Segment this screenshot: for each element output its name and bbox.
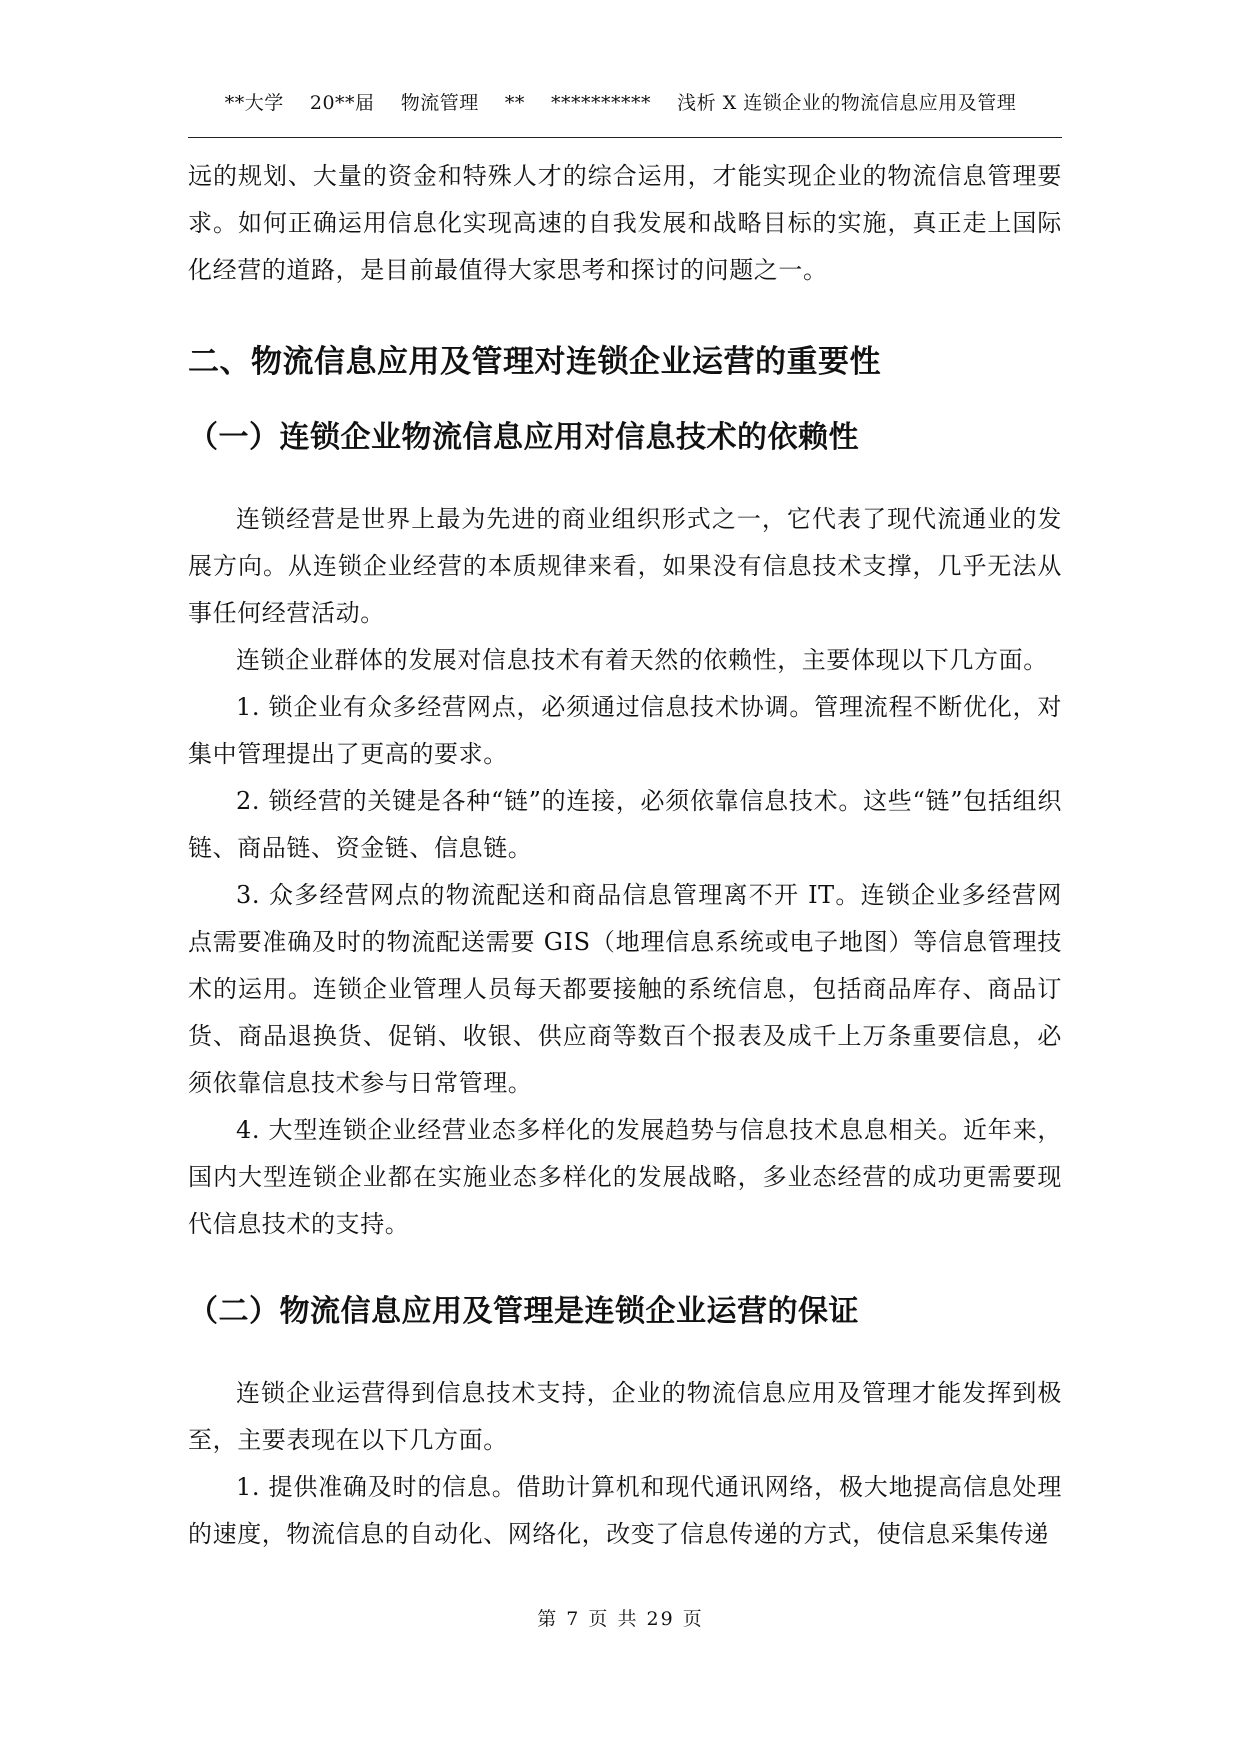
paragraph: 连锁经营是世界上最为先进的商业组织形式之一，它代表了现代流通业的发展方向。从连锁企业经营的本质规律来看，如果没有信息技术支撑，几乎无法从事任何经营活动。 <box>188 505 1062 627</box>
list-item: 1. 锁企业有众多经营网点，必须通过信息技术协调。管理流程不断优化，对集中管理提出了更高的要求。 <box>188 693 1062 768</box>
paragraph-continuation: 远的规划、大量的资金和特殊人才的综合运用，才能实现企业的物流信息管理要求。如何正确运用信息化实现高速的自我发展和战略目标的实施，真正走上国际化经营的道路，是目前最值得大家思考和探讨的问题之一。 <box>188 162 1062 284</box>
running-header: **大学 20**届 物流管理 ** ********** 浅析 X 连锁企业的物流信息应用及管理 <box>224 92 1017 114</box>
list-item: 4. 大型连锁企业经营业态多样化的发展趋势与信息技术息息相关。近年来，国内大型连锁企业都在实施业态多样化的发展战略，多业态经营的成功更需要现代信息技术的支持。 <box>188 1116 1062 1238</box>
list-item: 1. 提供准确及时的信息。借助计算机和现代通讯网络，极大地提高信息处理的速度，物流信息的自动化、网络化，改变了信息传递的方式，使信息采集传递 <box>188 1473 1062 1548</box>
list-item: 2. 锁经营的关键是各种“链”的连接，必须依靠信息技术。这些“链”包括组织链、商品链、资金链、信息链。 <box>188 787 1062 862</box>
subsection-heading-2: （二）物流信息应用及管理是连锁企业运营的保证 <box>188 1294 859 1329</box>
paragraph: 连锁企业群体的发展对信息技术有着天然的依赖性，主要体现以下几方面。 <box>236 646 1048 674</box>
section-heading: 二、物流信息应用及管理对连锁企业运营的重要性 <box>188 344 881 380</box>
paragraph: 连锁企业运营得到信息技术支持，企业的物流信息应用及管理才能发挥到极至，主要表现在以下几方面。 <box>188 1379 1062 1454</box>
list-item: 3. 众多经营网点的物流配送和商品信息管理离不开 IT。连锁企业多经营网点需要准确及时的物流配送需要 GIS（地理信息系统或电子地图）等信息管理技术的运用。连锁企业管理人员每天都要接触的系统信息，包括商品库存、商品订货、商品退换货、促销、收银、供应商等数百个报表及成千上万条重要信息，必须依靠信息技术参与日常管理。 <box>188 881 1062 1097</box>
subsection-heading-1: （一）连锁企业物流信息应用对信息技术的依赖性 <box>188 420 859 455</box>
page-number-footer: 第 7 页 共 29 页 <box>537 1608 704 1630</box>
header-rule <box>188 137 1062 138</box>
page-body <box>188 153 1062 1558</box>
